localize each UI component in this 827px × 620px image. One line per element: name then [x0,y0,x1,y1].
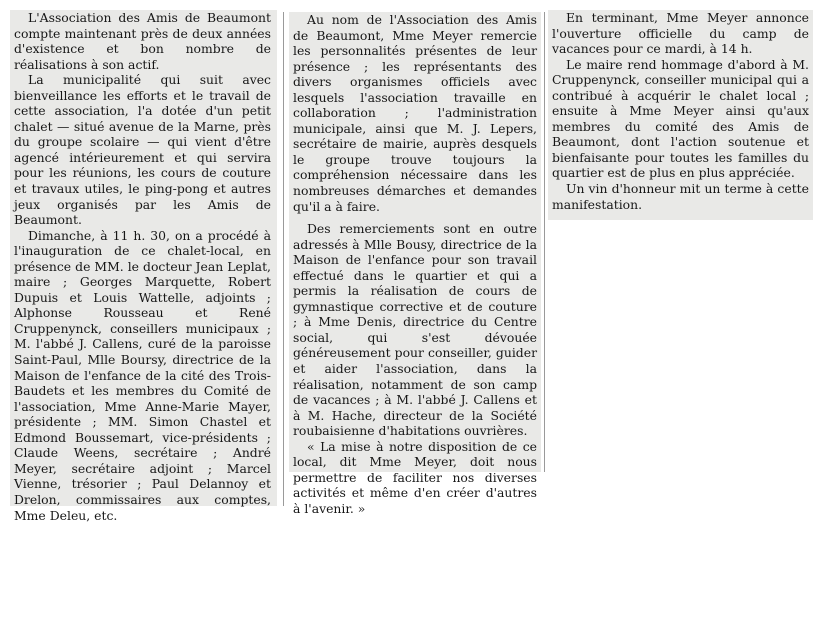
paragraph: Le maire rend hommage d'abord à M. Cruppenynck, conseiller municipal qui a contribué à acquérir le chalet local ; ensuite à Mme Meyer ainsi qu'aux membres du comité des Amis de Beaumont, dont l'action soutenue et bienfaisante pour toutes les familles du quartier est de plus en plus appréciée. [552,56,809,181]
paragraph: Dimanche, à 11 h. 30, on a procédé à l'inauguration de ce chalet-local, en présence de MM. le docteur Jean Leplat, maire ; Georges Marquette, Robert Dupuis et Louis Wattelle, adjoints ; Alphonse Rousseau et René Cruppenynck, conseillers municipaux ; M. l'abbé J. Callens, curé de la paroisse Saint-Paul, Mlle Boursy, directrice de la Maison de l'enfance de la cité des Trois-Baudets et les membres du Comité de l'association, Mme Anne-Marie Mayer, présidente ; MM. Simon Chastel et Edmond Boussemart, vice-présidents ; Claude Weens, secrétaire ; André Meyer, secrétaire adjoint ; Marcel Vienne, trésorier ; Paul Delannoy et Drelon, commissaires aux comptes, Mme Deleu, etc. [14,227,271,523]
paragraph: En terminant, Mme Meyer annonce l'ouverture officielle du camp de vacances pour ce mardi, à 14 h. [552,10,809,57]
column-divider [544,12,545,472]
article-column-2 [289,12,541,516]
article-column-3 [548,10,813,220]
paragraph: L'Association des Amis de Beaumont compte maintenant près de deux années d'existence et bon nombre de réalisations à son actif. [14,10,271,72]
article-column-1 [10,10,277,523]
paragraph: Un vin d'honneur mit un terme à cette manifestation. [552,181,809,212]
paragraph: La municipalité qui suit avec bienveillance les efforts et le travail de cette association, l'a dotée d'un petit chalet — situé avenue de la Marne, près du groupe scolaire — qui vient d'être agencé intérieurement et qui servira pour les réunions, les cours de couture et travaux utiles, le ping-pong et autres jeux organisés par les Amis de Beaumont. [14,72,271,228]
paragraph: Au nom de l'Association des Amis de Beaumont, Mme Meyer remercie les personnalités présentes de leur présence ; les représentants des divers organismes officiels avec lesquels l'association travaille en collaboration ; l'administration municipale, ainsi que M. J. Lepers, secrétaire de mairie, auprès desquels le groupe trouve toujours la compréhension nécessaire dans les nombreuses démarches et demandes qu'il a à faire. [293,12,537,214]
column-divider [283,12,284,506]
paragraph: « La mise à notre disposition de ce local, dit Mme Meyer, doit nous permettre de faciliter nos diverses activités et même d'en créer d'autres à l'avenir. » [293,438,537,516]
paragraph: Des remerciements sont en outre adressés à Mlle Bousy, directrice de la Maison de l'enfance pour son travail effectué dans le quartier et qui a permis la réalisation de cours de gymnastique corrective et de couture ; à Mme Denis, directrice du Centre social, qui s'est dévouée généreusement pour conseiller, guider et aider l'association, dans la réalisation, notamment de son camp de vacances ; à M. l'abbé J. Callens et à M. Hache, directeur de la Société roubaisienne d'habitations ouvrières. [293,221,537,439]
